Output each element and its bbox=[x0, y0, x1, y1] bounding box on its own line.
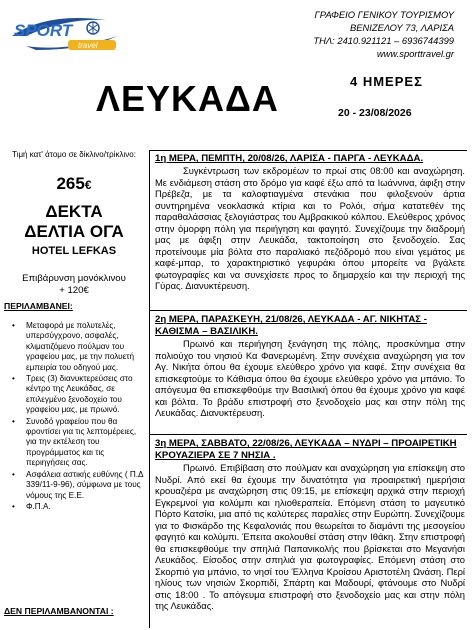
day-description: Πρωινό και περιήγηση ξενάγηση της πόλης, προσκύνημα στην πολιούχο του νησιού Κα Φανερωμένη. Στην συνέχεια αναχώρηση για τον Αγ. Νικήτα όπου θα έχουμε ελεύθερο χρόνο για καφέ. Στην συνέχεια θα επισκεφτούμε το Κάθισμα όπου θα έχουμε ελεύθερο χρόνο για μπάνιο. Το απόγευμα θα επισκεφθούμε την Βασιλική όπου θα έχουμε χρόνο για καφέ και βόλτα. Το βράδυ επιστροφή στο ξενοδοχείο μας και στην πόλη της Λευκάδας. Διανυκτέρευση. bbox=[155, 338, 465, 418]
day-title: 2η ΜΕΡΑ, ΠΑΡΑΣΚΕΥΗ, 21/08/26, ΛΕΥΚΑΔΑ - ΑΓ. ΝΙΚΗΤΑΣ - ΚΑΘΙΣΜΑ – ΒΑΣΙΛΙΚΗ. bbox=[155, 314, 427, 337]
trip-dates: 20 - 23/08/2026 bbox=[338, 107, 412, 119]
trip-duration: 4 ΗΜΕΡΕΣ bbox=[350, 74, 423, 89]
logo-text-bottom: travel bbox=[78, 41, 98, 50]
bullet-icon: • bbox=[12, 374, 15, 384]
bullet-icon: • bbox=[12, 501, 15, 511]
offer-line-2: ΔΕΛΤΙΑ ΟΓΑ bbox=[24, 222, 124, 241]
bullet-icon: • bbox=[12, 321, 15, 330]
offer-line-1: ΔΕΚΤΑ bbox=[45, 202, 103, 221]
itinerary-day-1 bbox=[155, 153, 465, 292]
agency-website-link[interactable]: www.sporttravel.gr bbox=[376, 48, 454, 59]
day-description: Πρωινό. Επιβίβαση στο πούλμαν και αναχώρηση για επίσκεψη στο Νυδρί. Από εκεί θα έχουμε την δυνατότητα για προαιρετική ημερήσια κρουαζιέρα με αναχώρηση στις 09:15, με επίσκεψη αρχικά στην περιοχή Εγκρεμνοί για κολύμπι και ηλιοθεραπεία. Επόμενη στάση το μαγευτικό Πόρτο Κατσίκι, μια από τις καλύτερες παραλίες στην Ευρώπη. Συνεχίζουμε για το Φισκάρδο της Κεφαλονιάς που θεωρείται το διαμάντι της μεσογείου φαγητό και κολύμπι. Έπειτα ακολουθεί στάση στην Ιθάκη. Στην επιστροφή θα επισκεφθούμε την σπηλιά Παπανικολής που βρίσκεται στο Μεγανήσι Λευκάδος. Είσοδος στην σπηλιά για φωτογραφίες. Επόμενη στάση στο Σκορπιό για μπάνιο, το νησί του Έλληνα Κροίσου Αριστοτέλη Ωνάση. Περί ηλίους των νησιών Σκορπιδί, Σπάρτη και Μαδουρί, φτάνουμε στο Νυδρί στις 18:00 . Το απόγευμα επιστροφή στο ξενοδοχείο μας και στην πόλη της Λευκάδας. bbox=[155, 462, 465, 611]
price-currency: € bbox=[84, 178, 92, 192]
destination-title: ΛΕΥΚΑΔΑ bbox=[96, 78, 279, 119]
single-supplement-label: Επιβάρυνση μονόκλινου bbox=[22, 273, 126, 284]
included-title: ΠΕΡΙΛΑΜΒΑΝΕΙ: bbox=[4, 301, 73, 311]
column-divider bbox=[149, 150, 150, 628]
section-divider bbox=[149, 434, 467, 435]
list-item: • Μεταφορά με πολυτελές, υπερσύγχρονο, ασφαλές, κλιματιζόμενο πούλμαν του γραφείου μας, με την πολυετή εμπειρία του οδηγού μας. bbox=[12, 321, 135, 372]
list-item: • Τρεις (3) διανυκτερεύσεις στο κέντρο της Λευκάδας, σε επιλεγμένο ξενοδοχείο του γραφείου μας, με πρωινό. bbox=[12, 374, 133, 415]
agency-address: ΒΕΝΙΖΕΛΟΥ 73, ΛΑΡΙΣΑ bbox=[350, 22, 454, 33]
bullet-icon: • bbox=[12, 416, 15, 426]
pricing-column bbox=[4, 150, 144, 513]
list-item: • Συνοδό γραφείου που θα φροντίσει για τις λεπτομέρειες, για την εκτέλεση του προγράμματος και τις περιηγήσεις σας. bbox=[12, 416, 137, 468]
single-supplement-amount: + 120€ bbox=[59, 285, 89, 296]
section-divider bbox=[149, 310, 467, 311]
day-title: 3η ΜΕΡΑ, ΣΑΒΒΑΤΟ, 22/08/26, ΛΕΥΚΑΔΑ – ΝΥΔΡΙ – ΠΡΟΑΙΡΕΤΙΚΗ ΚΡΟΥΑΖΙΕΡΑ ΣΕ 7 ΝΗΣΙΑ . bbox=[155, 438, 457, 461]
logo-text-top: SPORT bbox=[14, 21, 73, 40]
list-item: • Ασφάλεια αστικής ευθύνης ( Π.Δ 339/11-9-96), σύμφωνα με τους νόμους της Ε.Ε. bbox=[12, 469, 144, 500]
not-included-title: ΔΕΝ ΠΕΡΙΛΑΜΒΑΝΟΝΤΑΙ : bbox=[4, 606, 114, 616]
included-list bbox=[4, 321, 144, 512]
agency-phone: ΤΗΛ: 2410.921121 – 6936744399 bbox=[313, 35, 454, 46]
bullet-icon: • bbox=[12, 469, 15, 479]
day-description: Συγκέντρωση των εκδρομέων το πρωί στις 08:00 και αναχώρηση. Με ενδιάμεση στάση στο δρόμο για καφέ έξω από τα Ιωάννινα, άφιξη στην Πρέβεζα, με τα καλοφτιαγμένα στενάκια που φιλοξενούν άρτια συντηρημένα νεοκλασικά κτίρια και το Ρολόι, σήμα κατατεθέν της παραθαλάσσιας ξελογιάστρας του Αμβρακικού κόλπου. Ελεύθερος χρόνος στην όμορφη πόλη για περιήγηση και φαγητό. Συνεχίζουμε την διαδρομή μας με άφιξη στην Λευκάδα, τακτοποίηση στο ξενοδοχείο. Σας προτείνουμε μία βόλτα στο παραλιακό πεζόδρομό που είναι γεμάτος με καφέ-μπαρ, το χαρακτηριστικό γεφυράκι όπου μπορείτε να βγάλετε φωτογραφίες και να συνεχίσετε προς το δημαρχείο και την περιοχή της Γύρας. Διανυκτέρευση. bbox=[155, 165, 465, 291]
price-label: Τιμή κατ' άτομο σε δίκλινο/τρίκλινο: bbox=[12, 150, 136, 159]
list-item: • Φ.Π.Α. bbox=[12, 501, 51, 511]
logo-graphic bbox=[6, 6, 126, 56]
section-divider bbox=[149, 150, 467, 151]
itinerary-day-2 bbox=[155, 314, 465, 419]
price bbox=[4, 174, 144, 194]
agency-info bbox=[234, 8, 454, 60]
day-title: 1η ΜΕΡΑ, ΠΕΜΠΤΗ, 20/08/26, ΛΑΡΙΣΑ - ΠΑΡΓΑ - ΛΕΥΚΑΔΑ. bbox=[155, 153, 424, 164]
hotel-name: HOTEL LEFKAS bbox=[31, 245, 117, 257]
itinerary-day-3 bbox=[155, 438, 465, 612]
sport-travel-logo bbox=[6, 6, 126, 56]
single-supplement bbox=[4, 273, 144, 297]
price-value: 265 bbox=[56, 174, 85, 193]
agency-name: ΓΡΑΦΕΙΟ ΓΕΝΙΚΟΥ ΤΟΥΡΙΣΜΟΥ bbox=[314, 9, 454, 20]
